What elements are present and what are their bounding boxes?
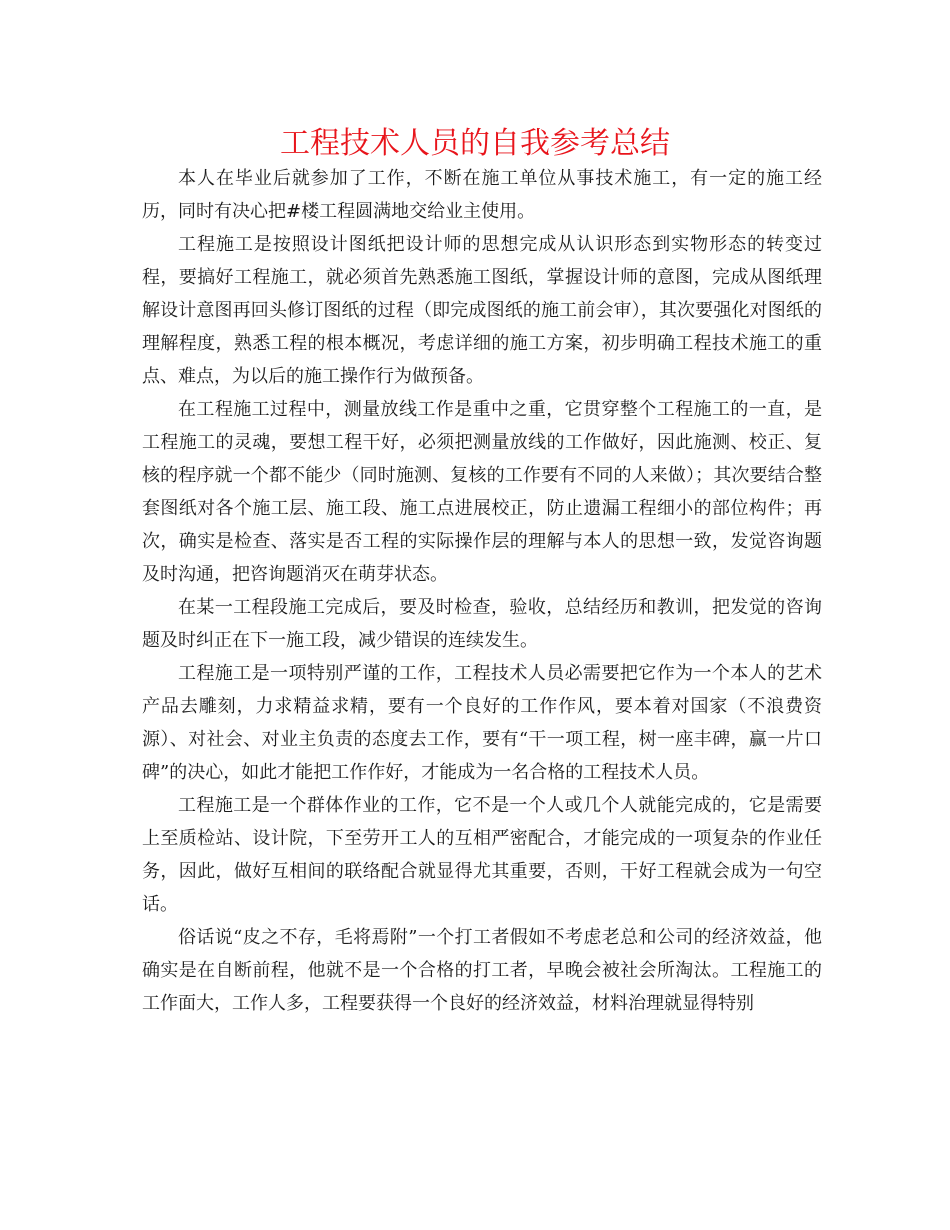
paragraph: 工程施工是一项特别严谨的工作，工程技术人员必需要把它作为一个本人的艺术产品去雕刻，力求精益求精，要有一个良好的工作作风，要本着对国家（不浪费资源）、对社会、对业主负责的态度去工作，要有“干一项工程，树一座丰碑，赢一片口碑”的决心，如此才能把工作作好，才能成为一名合格的工程技术人员。 xyxy=(142,663,822,783)
paragraph: 工程施工是按照设计图纸把设计师的思想完成从认识形态到实物形态的转变过程，要搞好工程施工，就必须首先熟悉施工图纸，掌握设计师的意图，完成从图纸理解设计意图再回头修订图纸的过程（即完成图纸的施工前会审），其次要强化对图纸的理解程度，熟悉工程的根本概况，考虑详细的施工方案，初步明确工程技术施工的重点、难点，为以后的施工操作行为做预备。 xyxy=(142,234,822,387)
paragraph: 在工程施工过程中，测量放线工作是重中之重，它贯穿整个工程施工的一直，是工程施工的灵魂，要想工程干好，必须把测量放线的工作做好，因此施测、校正、复核的程序就一个都不能少（同时施测、复核的工作要有不同的人来做）；其次要结合整套图纸对各个施工层、施工段、施工点进展校正，防止遗漏工程细小的部位构件；再次，确实是检查、落实是否工程的实际操作层的理解与本人的思想一致，发觉咨询题及时沟通，把咨询题消灭在萌芽状态。 xyxy=(142,399,822,585)
paragraph: 本人在毕业后就参加了工作，不断在施工单位从事技术施工，有一定的施工经历，同时有决心把#楼工程圆满地交给业主使用。 xyxy=(142,168,822,222)
document-body xyxy=(142,162,822,1020)
document-title: 工程技术人员的自我参考总结 xyxy=(280,126,670,161)
paragraph: 俗话说“皮之不存，毛将焉附”一个打工者假如不考虑老总和公司的经济效益，他确实是在自断前程，他就不是一个合格的打工者，早晚会被社会所淘汰。工程施工的工作面大，工作人多，工程要获得一个良好的经济效益，材料治理就显得特别 xyxy=(142,927,822,1014)
paragraph: 在某一工程段施工完成后，要及时检查，验收，总结经历和教训，把发觉的咨询题及时纠正在下一施工段，减少错误的连续发生。 xyxy=(142,597,822,651)
paragraph: 工程施工是一个群体作业的工作，它不是一个人或几个人就能完成的，它是需要上至质检站、设计院，下至劳开工人的互相严密配合，才能完成的一项复杂的作业任务，因此，做好互相间的联络配合就显得尤其重要，否则，干好工程就会成为一句空话。 xyxy=(142,795,822,915)
